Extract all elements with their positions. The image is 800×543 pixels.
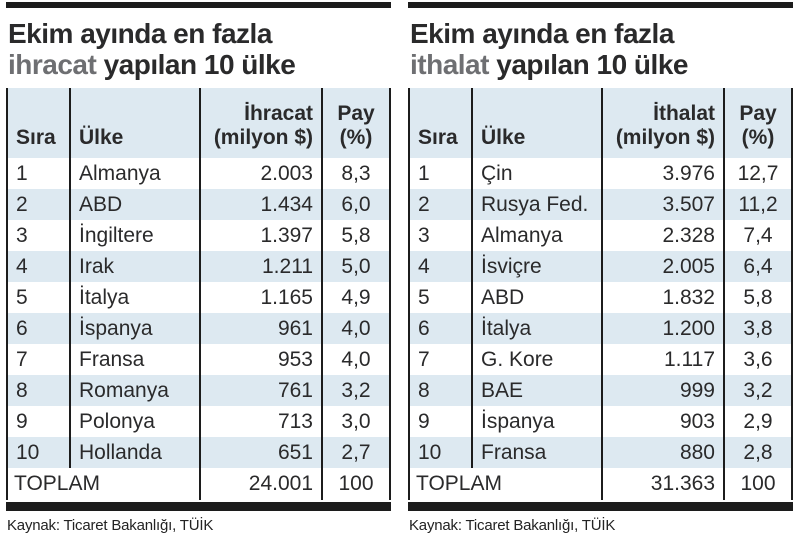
import-table-header	[409, 88, 792, 158]
value-cell: 2.003	[200, 158, 322, 189]
value-cell: 1.200	[602, 313, 724, 344]
rank-cell: 7	[418, 347, 430, 371]
table-row	[409, 220, 792, 251]
table-row	[409, 313, 792, 344]
import-title-line1: Ekim ayında en fazla	[410, 18, 674, 49]
table-row	[7, 189, 390, 220]
share-cell: 4,0	[322, 313, 390, 344]
total-label: TOPLAM	[416, 472, 502, 495]
share-header	[322, 88, 390, 158]
country-cell: İspanya	[70, 313, 200, 344]
country-cell: İtalya	[472, 313, 602, 344]
share-cell: 3,2	[322, 375, 390, 406]
export-panel	[6, 2, 391, 534]
table-row	[7, 375, 390, 406]
share-cell: 12,7	[724, 158, 792, 189]
share-cell: 6,0	[322, 189, 390, 220]
rank-cell: 2	[418, 192, 430, 216]
country-cell: İngiltere	[70, 220, 200, 251]
value-cell: 880	[602, 437, 724, 468]
country-cell: Rusya Fed.	[472, 189, 602, 220]
value-cell: 761	[200, 375, 322, 406]
export-title-rest: yapılan 10 ülke	[96, 49, 296, 80]
table-row	[7, 251, 390, 282]
share-header-line1: Pay	[337, 102, 375, 125]
table-row	[409, 406, 792, 437]
value-cell: 1.211	[200, 251, 322, 282]
rank-cell: 10	[418, 440, 442, 464]
country-cell: İsviçre	[472, 251, 602, 282]
value-cell: 2.328	[602, 220, 724, 251]
table-row	[7, 344, 390, 375]
total-value: 24.001	[200, 468, 322, 500]
rank-cell: 3	[418, 223, 430, 247]
bottom-rule	[6, 502, 391, 511]
value-cell: 2.005	[602, 251, 724, 282]
export-table-body	[7, 158, 390, 468]
total-value: 31.363	[602, 468, 724, 500]
share-cell: 5,0	[322, 251, 390, 282]
share-cell: 3,6	[724, 344, 792, 375]
table-row	[409, 282, 792, 313]
value-header-line1: İthalat	[653, 102, 715, 125]
country-cell: Hollanda	[70, 437, 200, 468]
country-cell: Fransa	[70, 344, 200, 375]
table-row	[7, 313, 390, 344]
value-header	[602, 88, 724, 158]
table-row	[7, 282, 390, 313]
table-row	[409, 158, 792, 189]
share-cell: 11,2	[724, 189, 792, 220]
rank-cell: 1	[16, 161, 28, 185]
share-header-line2: (%)	[741, 126, 775, 149]
table-row	[409, 251, 792, 282]
total-row	[409, 468, 792, 500]
export-title-highlight: ihracat	[8, 49, 97, 80]
value-cell: 1.434	[200, 189, 322, 220]
export-table-header	[7, 88, 390, 158]
share-cell: 3,0	[322, 406, 390, 437]
share-cell: 2,9	[724, 406, 792, 437]
total-share: 100	[322, 468, 390, 500]
value-header-line1: İhracat	[244, 102, 313, 125]
value-cell: 999	[602, 375, 724, 406]
rank-cell: 4	[418, 254, 430, 278]
rank-cell: 9	[418, 409, 430, 433]
table-row	[409, 375, 792, 406]
bottom-rule	[408, 502, 793, 511]
table-row	[7, 220, 390, 251]
share-cell: 8,3	[322, 158, 390, 189]
table-row	[409, 344, 792, 375]
share-cell: 4,9	[322, 282, 390, 313]
country-header: Ülke	[70, 88, 200, 158]
export-table	[6, 88, 391, 500]
country-cell: Çin	[472, 158, 602, 189]
value-cell: 903	[602, 406, 724, 437]
share-header-line1: Pay	[739, 102, 777, 125]
table-row	[409, 189, 792, 220]
value-cell: 3.976	[602, 158, 724, 189]
share-cell: 4,0	[322, 344, 390, 375]
share-cell: 2,7	[322, 437, 390, 468]
import-title-highlight: ithalat	[410, 49, 489, 80]
table-row	[409, 437, 792, 468]
country-cell: ABD	[472, 282, 602, 313]
country-cell: G. Kore	[472, 344, 602, 375]
country-cell: Romanya	[70, 375, 200, 406]
rank-cell: 3	[16, 223, 28, 247]
value-cell: 1.117	[602, 344, 724, 375]
country-cell: Almanya	[472, 220, 602, 251]
country-cell: BAE	[472, 375, 602, 406]
rank-cell: 9	[16, 409, 28, 433]
rank-cell: 2	[16, 192, 28, 216]
country-cell: Irak	[70, 251, 200, 282]
table-row	[7, 437, 390, 468]
rank-cell: 8	[418, 378, 430, 402]
share-cell: 5,8	[322, 220, 390, 251]
share-cell: 6,4	[724, 251, 792, 282]
value-cell: 713	[200, 406, 322, 437]
country-cell: ABD	[70, 189, 200, 220]
share-cell: 5,8	[724, 282, 792, 313]
header-row	[409, 88, 792, 158]
value-header-line2: (milyon $)	[615, 126, 715, 149]
value-cell: 651	[200, 437, 322, 468]
value-cell: 1.165	[200, 282, 322, 313]
value-cell: 953	[200, 344, 322, 375]
total-label: TOPLAM	[14, 472, 100, 495]
value-header-line2: (milyon $)	[213, 126, 313, 149]
source-note: Kaynak: Ticaret Bakanlığı, TÜİK	[7, 517, 214, 534]
import-panel	[408, 2, 793, 534]
import-table	[408, 88, 793, 500]
header-row	[7, 88, 390, 158]
rank-header: Sıra	[16, 126, 56, 149]
country-cell: İspanya	[472, 406, 602, 437]
share-cell: 2,8	[724, 437, 792, 468]
country-cell: İtalya	[70, 282, 200, 313]
table-row	[7, 158, 390, 189]
share-cell: 7,4	[724, 220, 792, 251]
top-rule	[408, 2, 793, 8]
share-header-line2: (%)	[339, 126, 373, 149]
share-header	[724, 88, 792, 158]
source-note: Kaynak: Ticaret Bakanlığı, TÜİK	[409, 517, 616, 534]
rank-cell: 1	[418, 161, 430, 185]
export-table-footer	[7, 468, 390, 500]
total-share: 100	[724, 468, 792, 500]
total-row	[7, 468, 390, 500]
rank-header: Sıra	[418, 126, 458, 149]
value-cell: 1.397	[200, 220, 322, 251]
top-rule	[6, 2, 391, 8]
rank-cell: 6	[418, 316, 430, 340]
rank-cell: 7	[16, 347, 28, 371]
value-cell: 961	[200, 313, 322, 344]
country-cell: Almanya	[70, 158, 200, 189]
value-cell: 3.507	[602, 189, 724, 220]
rank-cell: 10	[16, 440, 40, 464]
value-header	[200, 88, 322, 158]
import-title	[410, 18, 793, 80]
country-cell: Fransa	[472, 437, 602, 468]
value-cell: 1.832	[602, 282, 724, 313]
export-title-line1: Ekim ayında en fazla	[8, 18, 272, 49]
share-cell: 3,8	[724, 313, 792, 344]
export-title	[8, 18, 391, 80]
rank-cell: 4	[16, 254, 28, 278]
rank-cell: 8	[16, 378, 28, 402]
import-title-rest: yapılan 10 ülke	[488, 49, 688, 80]
import-table-body	[409, 158, 792, 468]
share-cell: 3,2	[724, 375, 792, 406]
import-table-footer	[409, 468, 792, 500]
rank-cell: 5	[16, 285, 28, 309]
rank-cell: 6	[16, 316, 28, 340]
country-cell: Polonya	[70, 406, 200, 437]
country-header: Ülke	[472, 88, 602, 158]
rank-cell: 5	[418, 285, 430, 309]
table-row	[7, 406, 390, 437]
